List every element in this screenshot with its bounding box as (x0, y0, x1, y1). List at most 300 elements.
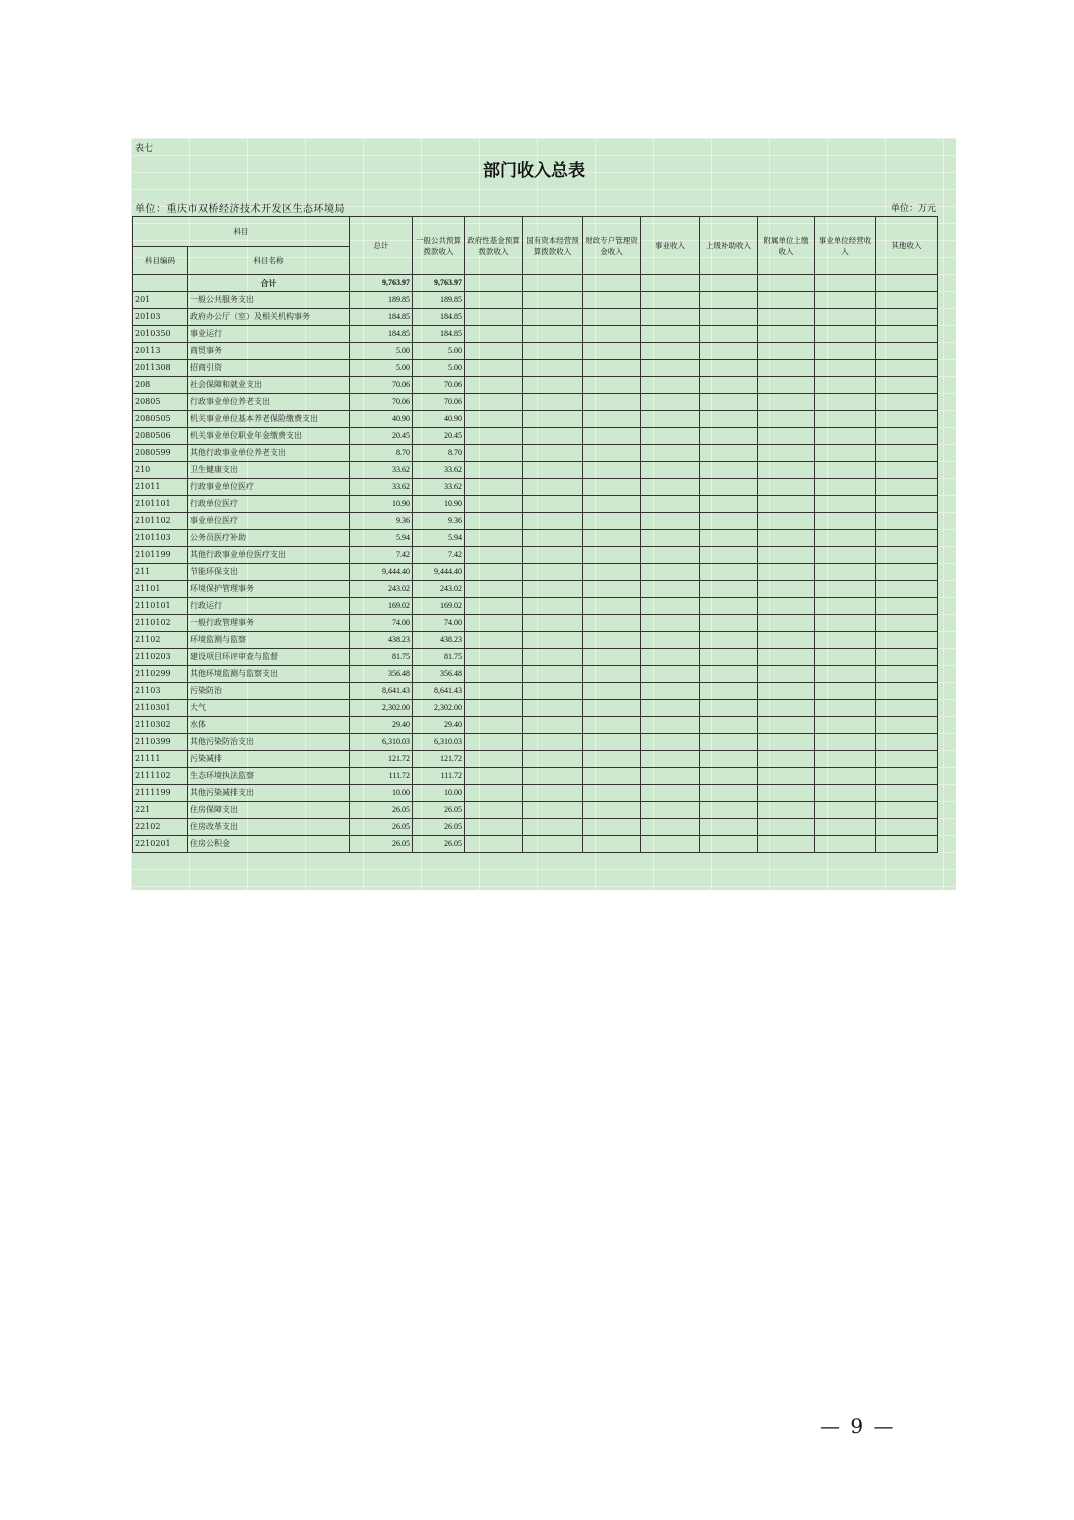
empty-cell (700, 581, 758, 598)
row-code: 2080506 (133, 428, 188, 445)
empty-cell (641, 632, 700, 649)
empty-cell (523, 445, 583, 462)
empty-cell (758, 428, 815, 445)
empty-cell (876, 564, 938, 581)
empty-cell (815, 632, 876, 649)
empty-cell (815, 581, 876, 598)
empty-cell (700, 785, 758, 802)
empty-cell (700, 615, 758, 632)
empty-cell (465, 445, 523, 462)
row-name: 行政事业单位养老支出 (188, 394, 350, 411)
empty-cell (815, 649, 876, 666)
table-row (133, 717, 938, 734)
header-subject: 科目 (133, 217, 350, 247)
row-code: 2110399 (133, 734, 188, 751)
empty-cell (876, 819, 938, 836)
empty-cell (641, 615, 700, 632)
empty-cell (641, 292, 700, 309)
row-general: 33.62 (413, 462, 465, 479)
empty-cell (523, 751, 583, 768)
row-general: 111.72 (413, 768, 465, 785)
row-code: 2080599 (133, 445, 188, 462)
empty-cell (876, 734, 938, 751)
empty-cell (583, 751, 641, 768)
row-general: 8.70 (413, 445, 465, 462)
empty-cell (815, 326, 876, 343)
empty-cell (523, 802, 583, 819)
row-total: 26.05 (350, 836, 413, 853)
empty-cell (583, 309, 641, 326)
empty-cell (815, 411, 876, 428)
total-code (133, 275, 188, 292)
empty-cell (523, 394, 583, 411)
row-code: 21103 (133, 683, 188, 700)
unit-organization: 单位：重庆市双桥经济技术开发区生态环境局 (135, 204, 345, 215)
row-total: 70.06 (350, 377, 413, 394)
empty-cell (758, 462, 815, 479)
row-code: 2110101 (133, 598, 188, 615)
empty-cell (465, 530, 523, 547)
empty-cell (876, 598, 938, 615)
row-code: 2110301 (133, 700, 188, 717)
empty-cell (523, 785, 583, 802)
empty-cell (758, 343, 815, 360)
empty-cell (700, 700, 758, 717)
header-superior-subsidy: 上级补助收入 (700, 217, 758, 275)
empty-cell (876, 530, 938, 547)
row-general: 10.00 (413, 785, 465, 802)
empty-cell (758, 819, 815, 836)
empty-cell (583, 394, 641, 411)
empty-cell (641, 717, 700, 734)
empty-cell (641, 479, 700, 496)
empty-cell (758, 666, 815, 683)
row-name: 行政事业单位医疗 (188, 479, 350, 496)
row-name: 污染防治 (188, 683, 350, 700)
row-total: 438.23 (350, 632, 413, 649)
table-row (133, 360, 938, 377)
table-row (133, 462, 938, 479)
empty-cell (523, 598, 583, 615)
empty-cell (523, 360, 583, 377)
row-code: 2010350 (133, 326, 188, 343)
row-name: 事业单位医疗 (188, 513, 350, 530)
empty-cell (700, 547, 758, 564)
row-name: 水体 (188, 717, 350, 734)
row-code: 22102 (133, 819, 188, 836)
empty-cell (758, 649, 815, 666)
empty-cell (815, 428, 876, 445)
empty-cell (876, 802, 938, 819)
empty-cell (815, 734, 876, 751)
empty-cell (465, 394, 523, 411)
table-row (133, 734, 938, 751)
empty-cell (700, 683, 758, 700)
table-row (133, 649, 938, 666)
empty-cell (583, 785, 641, 802)
header-fiscal-special: 财政专户管理资金收入 (583, 217, 641, 275)
empty-cell (641, 377, 700, 394)
row-general: 29.40 (413, 717, 465, 734)
empty-cell (641, 513, 700, 530)
row-code: 2110203 (133, 649, 188, 666)
row-general: 26.05 (413, 819, 465, 836)
empty-cell (815, 802, 876, 819)
table-row (133, 632, 938, 649)
empty-cell (758, 292, 815, 309)
row-general: 438.23 (413, 632, 465, 649)
empty-cell (583, 377, 641, 394)
row-total: 356.48 (350, 666, 413, 683)
empty-cell (758, 598, 815, 615)
empty-cell (758, 411, 815, 428)
empty-cell (465, 819, 523, 836)
empty-cell (465, 292, 523, 309)
empty-cell (700, 836, 758, 853)
empty-cell (700, 513, 758, 530)
empty-cell (523, 547, 583, 564)
table-row (133, 547, 938, 564)
row-total: 40.90 (350, 411, 413, 428)
empty-cell (583, 445, 641, 462)
row-general: 7.42 (413, 547, 465, 564)
table-row (133, 411, 938, 428)
empty-cell (583, 411, 641, 428)
empty-cell (758, 581, 815, 598)
row-code: 2111102 (133, 768, 188, 785)
row-code: 2111199 (133, 785, 188, 802)
empty-cell (523, 343, 583, 360)
empty-cell (583, 462, 641, 479)
table-row (133, 819, 938, 836)
row-general: 121.72 (413, 751, 465, 768)
empty-cell (465, 802, 523, 819)
row-general: 74.00 (413, 615, 465, 632)
table-row (133, 615, 938, 632)
empty-cell (758, 751, 815, 768)
empty-cell (465, 632, 523, 649)
row-general: 9,444.40 (413, 564, 465, 581)
table-row (133, 428, 938, 445)
empty-cell (815, 819, 876, 836)
total-label: 合计 (188, 275, 350, 292)
empty-cell (465, 479, 523, 496)
row-general: 169.02 (413, 598, 465, 615)
empty-cell (523, 462, 583, 479)
empty-cell (641, 343, 700, 360)
empty-cell (523, 326, 583, 343)
empty-cell (523, 632, 583, 649)
empty-cell (523, 496, 583, 513)
empty-cell (523, 734, 583, 751)
empty-cell (876, 479, 938, 496)
row-name: 建设项目环评审查与监督 (188, 649, 350, 666)
empty-cell (465, 428, 523, 445)
empty-cell (758, 326, 815, 343)
empty-cell (758, 445, 815, 462)
table-row (133, 326, 938, 343)
row-total: 189.85 (350, 292, 413, 309)
empty-cell (700, 496, 758, 513)
empty-cell (815, 513, 876, 530)
empty-cell (876, 309, 938, 326)
empty-cell (583, 683, 641, 700)
row-total: 5.00 (350, 360, 413, 377)
empty-cell (523, 479, 583, 496)
row-name: 其他污染防治支出 (188, 734, 350, 751)
table-row (133, 530, 938, 547)
empty-cell (523, 428, 583, 445)
empty-cell (876, 326, 938, 343)
row-total: 8.70 (350, 445, 413, 462)
row-name: 卫生健康支出 (188, 462, 350, 479)
row-code: 20805 (133, 394, 188, 411)
row-code: 2101102 (133, 513, 188, 530)
empty-cell (641, 751, 700, 768)
table-row (133, 513, 938, 530)
empty-cell (700, 309, 758, 326)
empty-cell (700, 428, 758, 445)
empty-cell (758, 513, 815, 530)
empty-cell (465, 683, 523, 700)
empty-cell (465, 649, 523, 666)
empty-cell (583, 581, 641, 598)
empty-cell (876, 445, 938, 462)
empty-cell (700, 564, 758, 581)
empty-cell (583, 802, 641, 819)
empty-cell (876, 785, 938, 802)
empty-cell (876, 411, 938, 428)
empty-cell (876, 700, 938, 717)
row-general: 70.06 (413, 394, 465, 411)
row-total: 5.00 (350, 343, 413, 360)
row-code: 2210201 (133, 836, 188, 853)
row-code: 201 (133, 292, 188, 309)
empty-cell (641, 598, 700, 615)
empty-cell (583, 564, 641, 581)
row-name: 大气 (188, 700, 350, 717)
empty-cell (641, 700, 700, 717)
page-title: 部门收入总表 (483, 161, 585, 181)
spreadsheet-area (131, 138, 956, 890)
row-total: 29.40 (350, 717, 413, 734)
table-row (133, 700, 938, 717)
empty-cell (815, 496, 876, 513)
empty-cell (465, 377, 523, 394)
empty-cell (465, 734, 523, 751)
empty-cell (523, 717, 583, 734)
empty-cell (815, 615, 876, 632)
empty-cell (465, 751, 523, 768)
row-general: 184.85 (413, 309, 465, 326)
empty-cell (583, 326, 641, 343)
row-general: 243.02 (413, 581, 465, 598)
table-row (133, 496, 938, 513)
empty-cell (815, 445, 876, 462)
row-name: 住房保障支出 (188, 802, 350, 819)
empty-cell (641, 581, 700, 598)
empty-cell (758, 734, 815, 751)
header-business: 事业收入 (641, 217, 700, 275)
row-total: 10.00 (350, 785, 413, 802)
empty-cell (758, 717, 815, 734)
empty-cell (700, 751, 758, 768)
empty-cell (583, 530, 641, 547)
row-name: 其他行政事业单位养老支出 (188, 445, 350, 462)
empty-cell (815, 377, 876, 394)
empty-cell (876, 377, 938, 394)
row-name: 机关事业单位职业年金缴费支出 (188, 428, 350, 445)
unit-currency: 单位：万元 (890, 204, 936, 214)
row-general: 40.90 (413, 411, 465, 428)
row-name: 招商引资 (188, 360, 350, 377)
empty-cell (523, 666, 583, 683)
empty-cell (876, 768, 938, 785)
table-row (133, 683, 938, 700)
table-row (133, 666, 938, 683)
empty-cell (523, 836, 583, 853)
row-name: 污染减排 (188, 751, 350, 768)
empty-cell (815, 564, 876, 581)
empty-cell (641, 360, 700, 377)
row-total: 10.90 (350, 496, 413, 513)
empty-cell (641, 547, 700, 564)
row-general: 184.85 (413, 326, 465, 343)
empty-cell (700, 768, 758, 785)
empty-cell (876, 615, 938, 632)
header-general-budget: 一般公共预算拨款收入 (413, 217, 465, 275)
income-summary-table (132, 216, 938, 853)
empty-cell (523, 411, 583, 428)
empty-cell (465, 411, 523, 428)
empty-cell (583, 496, 641, 513)
empty-cell (523, 513, 583, 530)
empty-cell (758, 768, 815, 785)
empty-cell (758, 309, 815, 326)
empty-cell (583, 649, 641, 666)
empty-cell (700, 411, 758, 428)
empty-cell (583, 768, 641, 785)
header-subject-code: 科目编码 (133, 247, 188, 275)
empty-cell (758, 530, 815, 547)
empty-cell (583, 343, 641, 360)
table-row (133, 564, 938, 581)
row-code: 21011 (133, 479, 188, 496)
empty-cell (583, 598, 641, 615)
empty-cell (523, 377, 583, 394)
empty-cell (876, 394, 938, 411)
empty-cell (641, 462, 700, 479)
row-total: 111.72 (350, 768, 413, 785)
row-general: 5.00 (413, 343, 465, 360)
row-name: 其他环境监测与监察支出 (188, 666, 350, 683)
empty-cell (523, 819, 583, 836)
empty-cell (583, 547, 641, 564)
empty-cell (700, 394, 758, 411)
row-name: 一般公共服务支出 (188, 292, 350, 309)
empty-cell (523, 309, 583, 326)
empty-cell (583, 360, 641, 377)
row-name: 住房公积金 (188, 836, 350, 853)
row-name: 节能环保支出 (188, 564, 350, 581)
empty-cell (815, 547, 876, 564)
empty-cell (876, 496, 938, 513)
empty-cell (815, 717, 876, 734)
empty-cell (815, 530, 876, 547)
empty-cell (700, 632, 758, 649)
header-total: 总计 (350, 217, 413, 275)
row-name: 住房改革支出 (188, 819, 350, 836)
empty-cell (758, 785, 815, 802)
empty-cell (876, 462, 938, 479)
row-code: 2101101 (133, 496, 188, 513)
empty-cell (815, 683, 876, 700)
empty-cell (815, 598, 876, 615)
empty-cell (876, 683, 938, 700)
row-general: 356.48 (413, 666, 465, 683)
row-code: 20113 (133, 343, 188, 360)
row-total: 2,302.00 (350, 700, 413, 717)
empty-cell (465, 513, 523, 530)
empty-cell (523, 683, 583, 700)
empty-cell (641, 666, 700, 683)
empty-cell (641, 496, 700, 513)
empty-cell (876, 649, 938, 666)
empty-cell (700, 802, 758, 819)
row-name: 社会保障和就业支出 (188, 377, 350, 394)
row-name: 事业运行 (188, 326, 350, 343)
empty-cell (876, 581, 938, 598)
empty-cell (700, 326, 758, 343)
empty-cell (641, 785, 700, 802)
empty-cell (758, 360, 815, 377)
empty-cell (876, 292, 938, 309)
empty-cell (876, 547, 938, 564)
empty-cell (876, 836, 938, 853)
row-name: 其他污染减排支出 (188, 785, 350, 802)
row-code: 211 (133, 564, 188, 581)
row-name: 机关事业单位基本养老保险缴费支出 (188, 411, 350, 428)
row-total: 81.75 (350, 649, 413, 666)
row-code: 2080505 (133, 411, 188, 428)
empty-cell (641, 734, 700, 751)
empty-cell (700, 649, 758, 666)
empty-cell (641, 802, 700, 819)
row-total: 33.62 (350, 462, 413, 479)
row-code: 21101 (133, 581, 188, 598)
empty-cell (465, 615, 523, 632)
table-row (133, 343, 938, 360)
empty-cell (876, 513, 938, 530)
empty-cell (700, 530, 758, 547)
table-row (133, 479, 938, 496)
empty-cell (700, 479, 758, 496)
header-affiliated: 附属单位上缴收入 (758, 217, 815, 275)
total-row (133, 275, 938, 292)
empty-cell (641, 649, 700, 666)
empty-cell (876, 751, 938, 768)
empty-cell (465, 581, 523, 598)
row-name: 商贸事务 (188, 343, 350, 360)
empty-cell (876, 632, 938, 649)
empty-cell (465, 717, 523, 734)
page-number: — 9 — (820, 1414, 896, 1438)
header-gov-fund: 政府性基金预算拨款收入 (465, 217, 523, 275)
empty-cell (641, 819, 700, 836)
row-total: 9,444.40 (350, 564, 413, 581)
row-total: 20.45 (350, 428, 413, 445)
row-name: 行政单位医疗 (188, 496, 350, 513)
